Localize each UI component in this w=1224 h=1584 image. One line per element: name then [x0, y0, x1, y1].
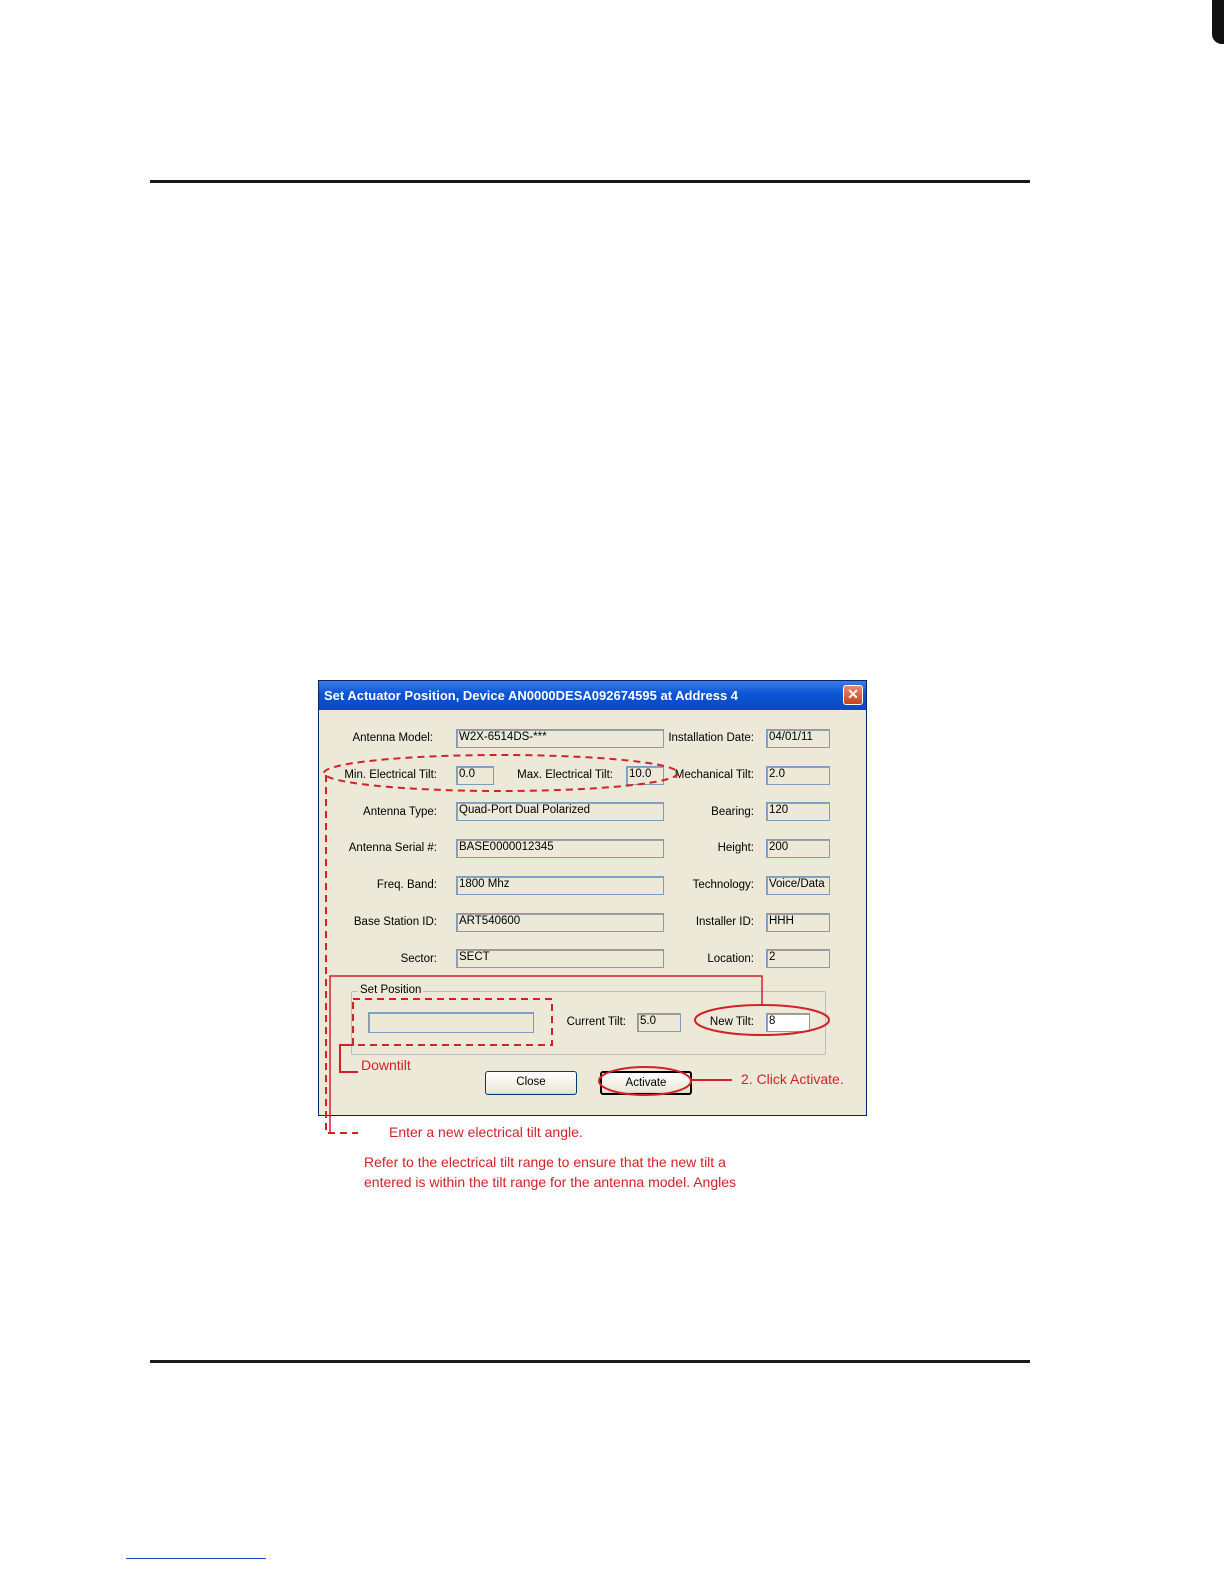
technology-label: Technology: — [692, 879, 754, 891]
installation-date-label: Installation Date: — [668, 732, 754, 744]
new-tilt-input[interactable]: 8 — [766, 1013, 810, 1032]
freq-band-field[interactable]: 1800 Mhz — [456, 876, 664, 895]
click-activate-annotation: 2. Click Activate. — [741, 1071, 844, 1087]
downtilt-connector — [340, 1045, 358, 1072]
mechanical-tilt-label: Mechanical Tilt: — [674, 769, 754, 781]
installer-id-field[interactable]: HHH — [766, 913, 830, 932]
dialog-title: Set Actuator Position, Device AN0000DESA092674595 at Address 4 — [324, 688, 739, 703]
antenna-type-label: Antenna Type: — [363, 806, 437, 818]
freq-band-label: Freq. Band: — [376, 879, 437, 891]
location-label: Location: — [707, 953, 754, 965]
new-tilt-label: New Tilt: — [709, 1016, 754, 1028]
downtilt-highlight — [353, 999, 552, 1045]
max-tilt-label: Max. Electrical Tilt: — [517, 769, 613, 781]
tilt-note-line-2: entered is within the tilt range for the antenna model. Angles — [364, 1174, 737, 1190]
bearing-field[interactable]: 120 — [766, 802, 830, 821]
downtilt-annotation: Downtilt — [361, 1057, 411, 1073]
set-position-group-label: Set Position — [360, 984, 422, 996]
activate-button[interactable]: Activate — [600, 1071, 692, 1095]
min-tilt-field[interactable]: 0.0 — [456, 766, 494, 785]
location-field[interactable]: 2 — [766, 949, 830, 968]
current-tilt-field[interactable]: 5.0 — [637, 1013, 681, 1032]
tilt-note-line-1: Refer to the electrical tilt range to ensure that the new tilt a — [364, 1154, 726, 1170]
technology-field[interactable]: Voice/Data — [766, 876, 830, 895]
base-station-label: Base Station ID: — [353, 916, 437, 928]
current-tilt-label: Current Tilt: — [566, 1016, 626, 1028]
activate-highlight — [599, 1067, 691, 1095]
base-station-field[interactable]: ART540600 — [456, 913, 664, 932]
sector-label: Sector: — [400, 953, 437, 965]
min-tilt-label: Min. Electrical Tilt: — [344, 769, 437, 781]
antenna-model-field[interactable]: W2X-6514DS-*** — [456, 729, 664, 748]
max-tilt-field[interactable]: 10.0 — [626, 766, 664, 785]
tilt-range-connector — [326, 775, 358, 1133]
tilt-range-highlight — [324, 755, 678, 791]
close-icon[interactable]: ✕ — [843, 685, 863, 705]
enter-tilt-annotation: Enter a new electrical tilt angle. — [389, 1124, 583, 1140]
antenna-serial-label: Antenna Serial #: — [348, 842, 437, 854]
antenna-type-field[interactable]: Quad-Port Dual Polarized — [456, 802, 664, 821]
height-field[interactable]: 200 — [766, 839, 830, 858]
sector-field[interactable]: SECT — [456, 949, 664, 968]
installer-id-label: Installer ID: — [695, 916, 754, 928]
installation-date-field[interactable]: 04/01/11 — [766, 729, 830, 748]
antenna-serial-field[interactable]: BASE0000012345 — [456, 839, 664, 858]
height-label: Height: — [717, 842, 754, 854]
bearing-label: Bearing: — [711, 806, 754, 818]
close-button[interactable]: Close — [485, 1071, 577, 1095]
new-tilt-highlight — [695, 1005, 829, 1035]
mechanical-tilt-field[interactable]: 2.0 — [766, 766, 830, 785]
antenna-model-label: Antenna Model: — [352, 732, 433, 744]
